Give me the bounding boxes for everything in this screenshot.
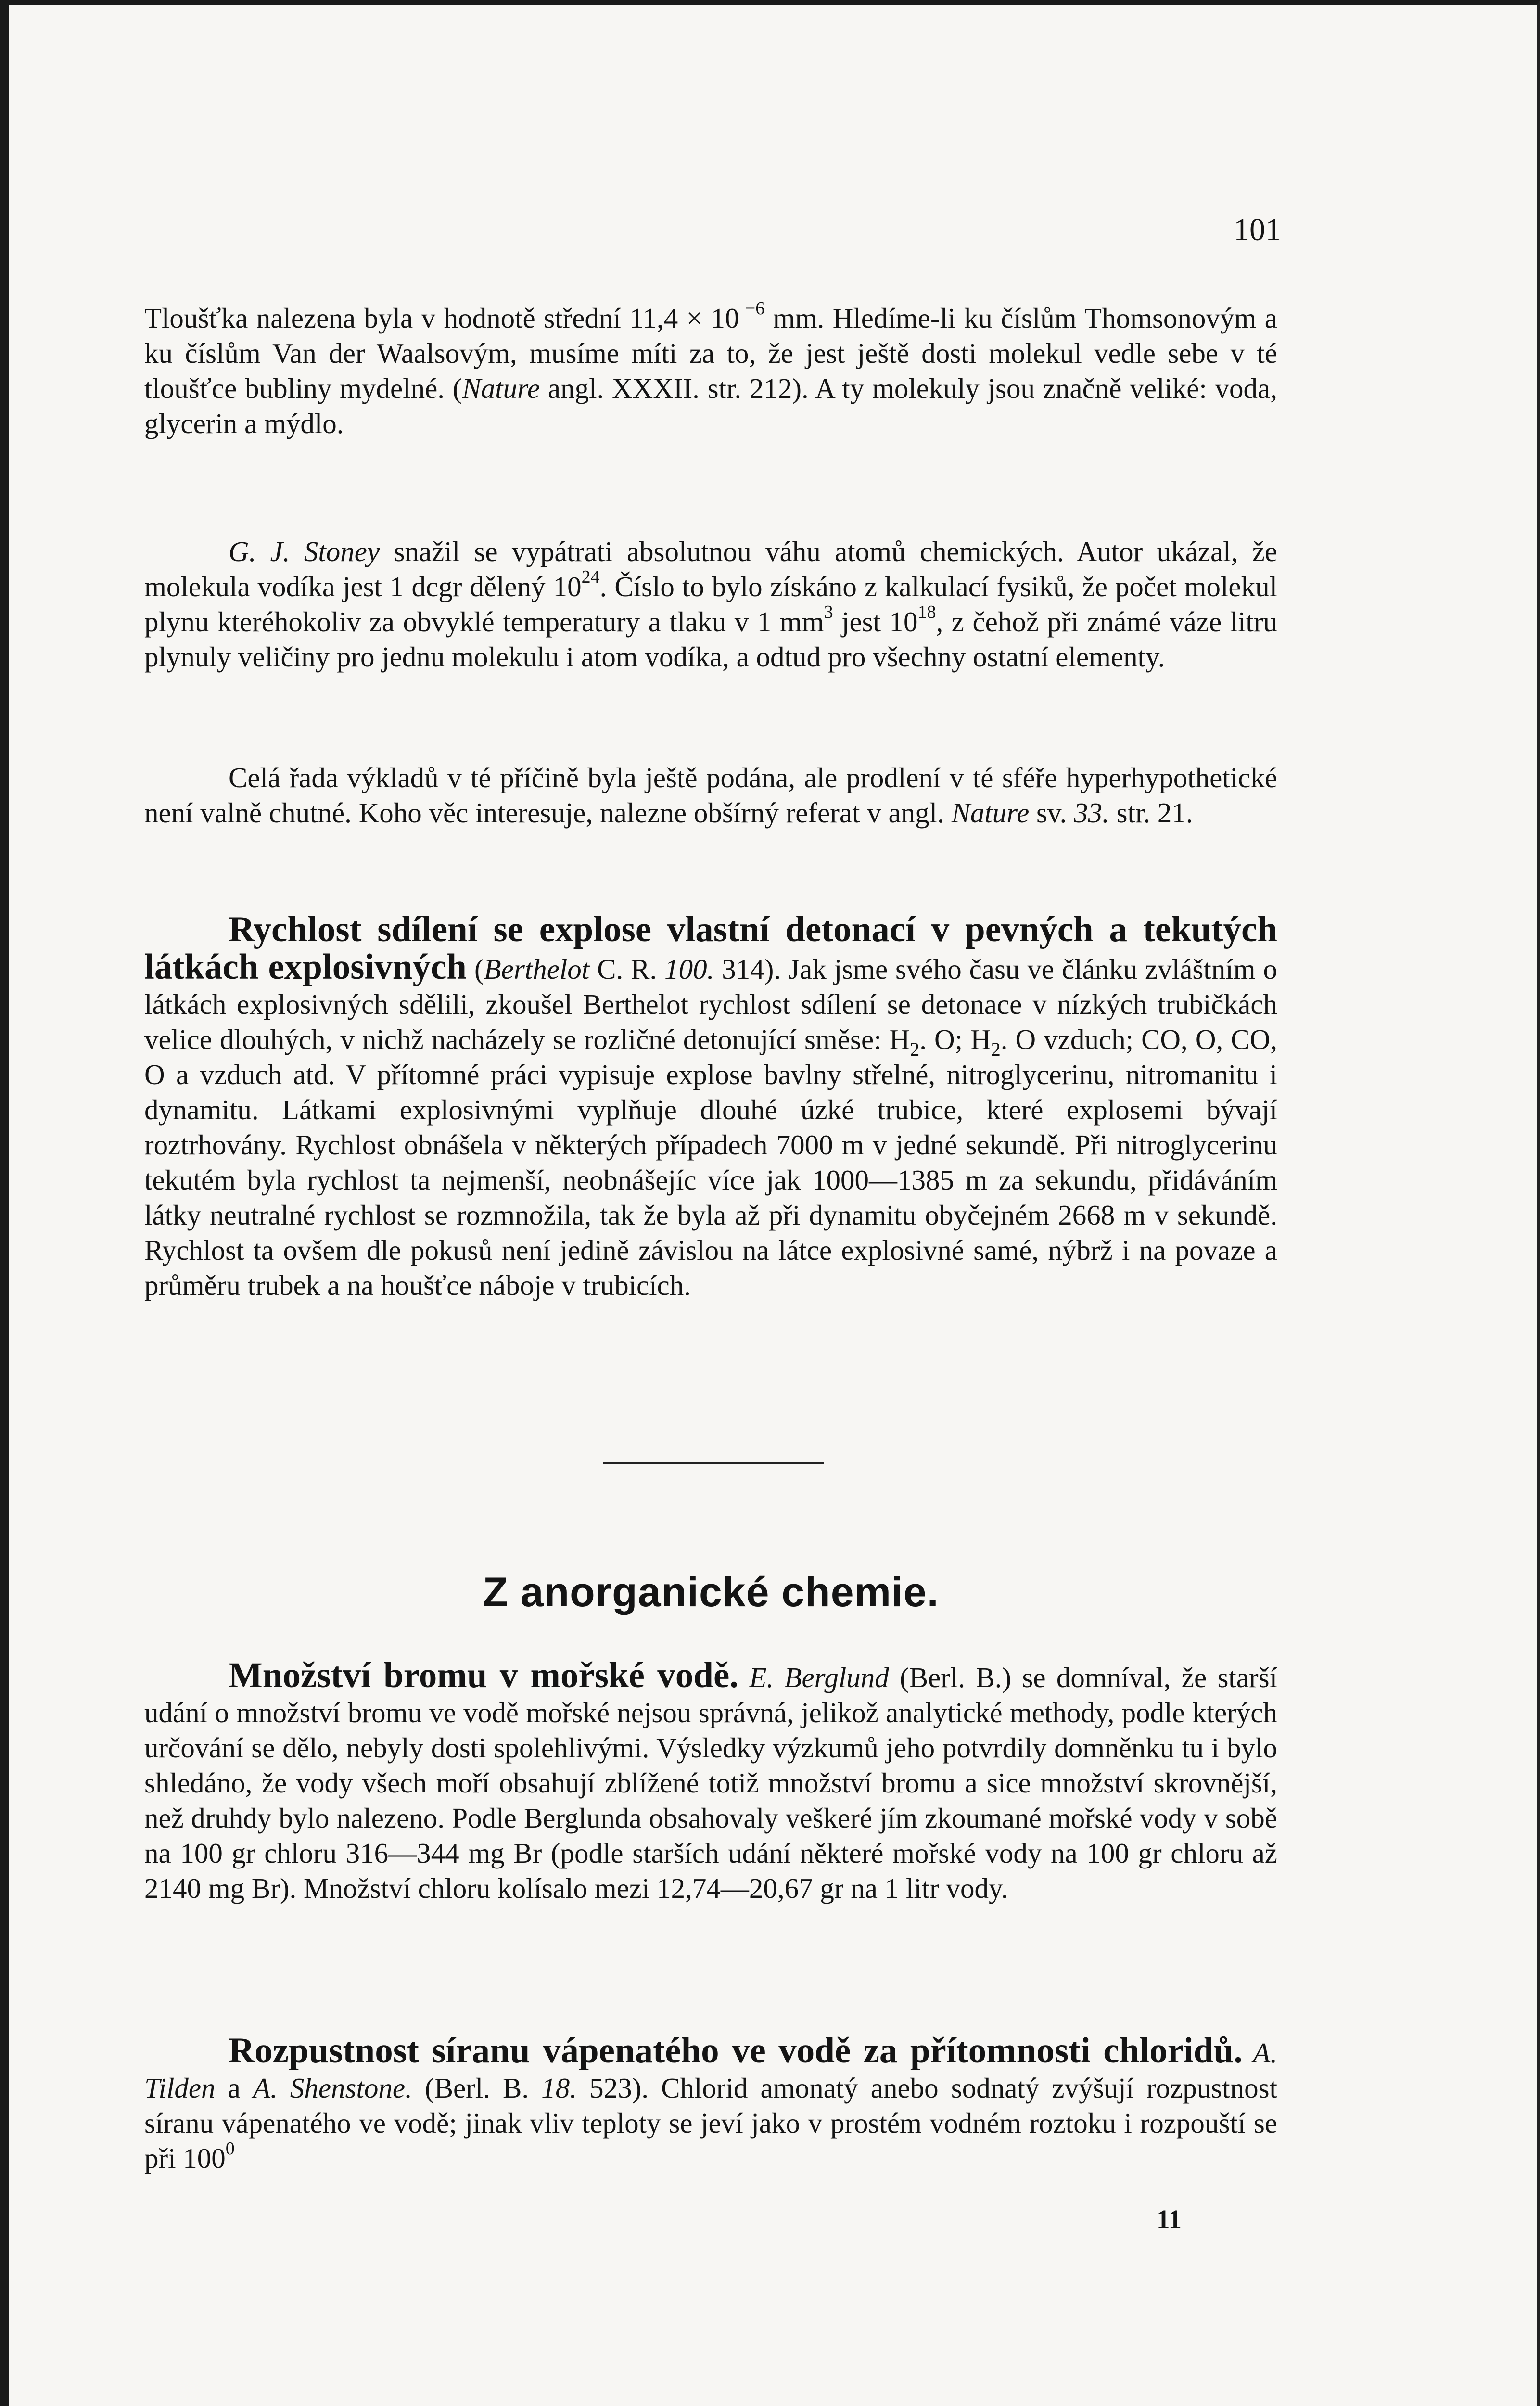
journal-name: Nature (951, 797, 1030, 829)
author-name: G. J. Stoney (229, 536, 380, 567)
author-name: E. Berglund (738, 1662, 889, 1693)
paragraph-stoney: G. J. Stoney snažil se vypátrati absolutnou váhu atomů chemických. Autor ukázal, že molekula vodíka jest 1 dcgr dělený $10^{24}$. Číslo to bylo získáno z kalkulací fysiků, že počet molekul plynu kteréhokoliv za obvyklé temperatury a tlaku v 1 $mm^3$ jest $10^{18}$, z čehož při známé váze litru plynuly veličiny pro jednu molekulu i atom vodíka, a odtud pro všechny ostatní elementy. (144, 536, 1277, 673)
author-name: A. Shenstone. (253, 2072, 412, 2104)
times-sign: × (686, 302, 703, 334)
signature-mark: 11 (1157, 2204, 1182, 2234)
article-heading: Rychlost sdílení se explose vlastní detonací v pevných a tekutých látkách explosivných (144, 909, 1277, 987)
article-heading: Rozpustnost síranu vápenatého ve vodě za přítomnosti chloridů. (229, 2031, 1243, 2071)
section-title: Z anorganické chemie. (483, 1569, 939, 1615)
article-calcium-sulfate: Rozpustnost síranu vápenatého ve vodě za přítomnosti chloridů. A. Tilden a A. Shenstone. (Berl. B. 18. 523). Chlorid amonatý anebo sodnatý zvýšují rozpustnost síranu vápenatého ve vodě; jinak vliv teploty se jeví jako v prostém vodném roztoku i rozpouští se při $100^0$ (144, 2031, 1278, 2174)
section-divider (603, 1462, 824, 1464)
page-number: 101 (1234, 212, 1281, 247)
journal-name: Nature (462, 372, 540, 404)
author-name: A. Tilden (144, 2037, 1278, 2104)
article-explosion-speed: Rychlost sdílení se explose vlastní detonací v pevných a tekutých látkách explosivných (Berthelot C. R. 100. 314). Jak jsme svého času ve článku zvláštním o látkách explosivných sdělili, zkoušel Berthelot rychlost sdílení se detonace v nízkých trubičkách velice dlouhých, v nichž nacházely se rozličné detonující směse: $H_2$. O; $H_2$. O vzduch; CO, O, CO, O a vzduch atd. V přítomné práci vypisuje explose bavlny střelné, nitroglycerinu, nitromanitu i dynamitu. Látkami explosivnými vyplňuje dlouhé úzké trubice, které explosemi bývají roztrhovány. Rychlost obnášela v některých případech 7000 m v jedné sekundě. Při nitroglycerinu tekutém byla rychlost ta nejmenší, neobnášejíc více jak 1000—1385 m za sekundu, přidáváním látky neutralné rychlost se rozmnožila, tak že byla až při dynamitu obyčejném 2668 m v sekundě. Rychlost ta ovšem dle pokusů není jedině závislou na látce explosivné samé, nýbrž i na povaze a průměru trubek a na houšťce náboje v trubicích. (144, 909, 1278, 1301)
paragraph-explanations: Celá řada výkladů v té příčině byla ještě podána, ale prodlení v té sféře hyperhypothetické není valně chutné. Koho věc interesuje, nalezne obšírný referat v angl. Nature sv. 33. str. 21. (144, 762, 1277, 829)
article-heading: Množství bromu v mořské vodě. (229, 1655, 739, 1695)
article-bromine: Množství bromu v mořské vodě. E. Berglund (Berl. B.) se domníval, že starší udání o množství bromu ve vodě mořské nejsou správná, jelikož analytické methody, podle kterých určování se dělo, nebyly dosti spolehlivými. Výsledky výzkumů jeho potvrdily domněnku tu i bylo shledáno, že vody všech moří obsahují zblížené totiž množství bromu a sice množství skrovnější, než druhdy bylo nalezeno. Podle Berglunda obsahovaly veškeré jím zkoumané mořské vody v sobě na 100 gr chloru 316—344 mg Br (podle starších udání některé mořské vody na 100 gr chloru až 2140 mg Br). Množství chloru kolísalo mezi 12,74—20,67 gr na 1 litr vody. (144, 1655, 1277, 1904)
paragraph-thickness: Tloušťka nalezena byla v hodnotě střední 11,4 × 10 $^{-6}$ mm. Hledíme-li ku číslům Thomsonovým a ku číslům Van der Waalsovým, musíme míti za to, že jest ještě dosti molekul vedle sebe v té tloušťce bubliny mydelné. (Nature angl. XXXII. str. 212). A ty molekuly jsou značně veliké: voda, glycerin a mýdlo. (144, 298, 1277, 439)
